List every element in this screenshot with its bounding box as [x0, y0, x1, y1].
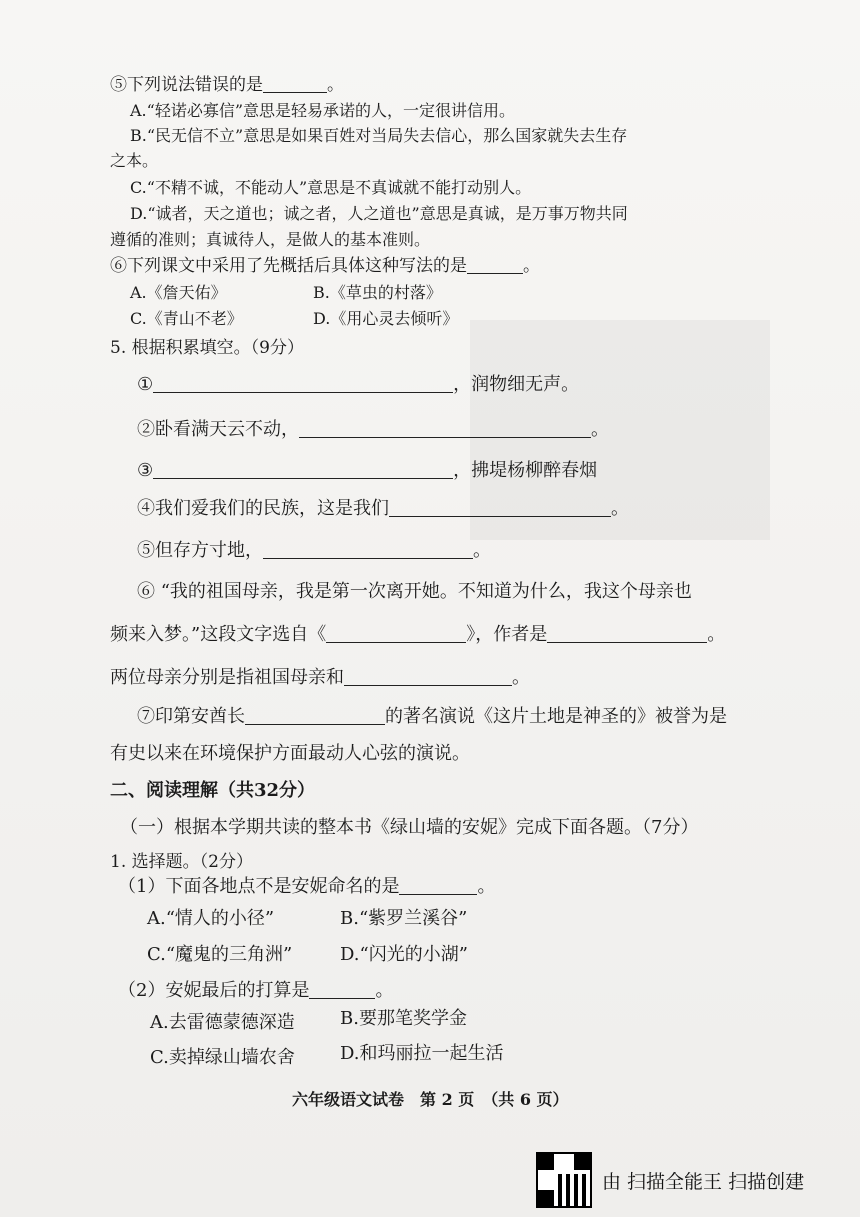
fill-item-6-line2: 频来入梦。”这段文字选自《 》，作者是 。	[110, 624, 726, 645]
answer-blank	[245, 708, 385, 725]
q6-option-a: A.《詹天佑》	[130, 283, 227, 302]
sub-q1-option-c: C.“魔鬼的三角洲”	[147, 944, 293, 965]
sub-q2-stem-line: （2）安妮最后的打算是 。	[118, 980, 394, 1001]
answer-blank	[389, 500, 611, 517]
fill-item-7-line2: 有史以来在环境保护方面最动人心弦的演说。	[110, 743, 470, 764]
fill-item-1: ① ，润物细无声。	[137, 374, 580, 395]
q6-stem-line	[110, 256, 540, 276]
reading-q1: 1. 选择题。（2分）	[110, 852, 253, 872]
scanner-watermark: 由 扫描全能王 扫描创建	[602, 1171, 805, 1193]
fill-item-5: ⑤但存方寸地， 。	[137, 540, 491, 561]
q5-stem-line	[110, 75, 344, 95]
sub-q1-stem-line: （1）下面各地点不是安妮命名的是 。	[118, 876, 496, 897]
fill-item-7: ⑦印第安酋长 的著名演说《这片土地是神圣的》被誉为是	[137, 706, 727, 727]
reading-part-1: （一）根据本学期共读的整本书《绿山墙的安妮》完成下面各题。（7分）	[120, 817, 699, 838]
answer-blank	[309, 982, 375, 999]
q5-option-b-cont: 之本。	[110, 151, 159, 170]
fill-item-4: ④我们爱我们的民族，这是我们 。	[137, 498, 629, 519]
answer-blank	[263, 76, 327, 93]
q5-option-d: D.“诚者，天之道也；诚之者，人之道也”意思是真诚，是万事万物共同	[130, 204, 628, 223]
fill-title: 5. 根据积累填空。（9分）	[110, 338, 304, 358]
fill-item-6-line3: 两位母亲分别是指祖国母亲和 。	[110, 667, 530, 688]
q6-option-c: C.《青山不老》	[130, 309, 243, 328]
answer-blank	[467, 257, 523, 274]
answer-blank	[299, 421, 591, 438]
reading-section-title: 二、阅读理解（共32分）	[110, 780, 316, 801]
answer-blank	[153, 462, 453, 479]
q6-option-b: B.《草虫的村落》	[313, 283, 442, 302]
period: 。	[523, 256, 540, 276]
fill-item-6: ⑥ “我的祖国母亲，我是第一次离开她。不知道为什么，我这个母亲也	[137, 581, 692, 602]
q5-option-b: B.“民无信不立”意思是如果百姓对当局失去信心，那么国家就失去生存	[130, 126, 628, 145]
q6-option-d: D.《用心灵去倾听》	[313, 309, 459, 328]
q5-stem: ⑤下列说法错误的是	[110, 75, 263, 95]
period: 。	[327, 75, 344, 95]
qr-code-icon	[538, 1154, 590, 1206]
sub-q2-option-b: B.要那笔奖学金	[340, 1008, 467, 1029]
sub-q1-option-b: B.“紫罗兰溪谷”	[340, 908, 468, 929]
sub-q2-option-c: C.卖掉绿山墙农舍	[150, 1047, 295, 1068]
answer-blank	[326, 626, 466, 643]
q5-option-c: C.“不精不诚，不能动人”意思是不真诚就不能打动别人。	[130, 178, 532, 197]
sub-q1-option-a: A.“情人的小径”	[147, 908, 275, 929]
fill-item-2: ②卧看满天云不动， 。	[137, 419, 609, 440]
q6-stem: ⑥下列课文中采用了先概括后具体这种写法的是	[110, 256, 467, 276]
answer-blank	[344, 669, 512, 686]
sub-q2-option-d: D.和玛丽拉一起生活	[340, 1043, 504, 1064]
sub-q2-option-a: A.去雷德蒙德深造	[150, 1012, 295, 1033]
sub-q1-option-d: D.“闪光的小湖”	[340, 944, 468, 965]
answer-blank	[399, 878, 477, 895]
answer-blank	[263, 542, 473, 559]
fill-item-3: ③ ，拂堤杨柳醉春烟	[137, 460, 598, 481]
answer-blank	[547, 626, 707, 643]
answer-blank	[153, 376, 453, 393]
q5-option-a: A.“轻诺必寡信”意思是轻易承诺的人，一定很讲信用。	[130, 101, 516, 120]
q5-option-d-cont: 遵循的准则；真诚待人，是做人的基本准则。	[110, 230, 431, 249]
page-footer: 六年级语文试卷 第 2 页 （共 6 页）	[292, 1090, 569, 1109]
